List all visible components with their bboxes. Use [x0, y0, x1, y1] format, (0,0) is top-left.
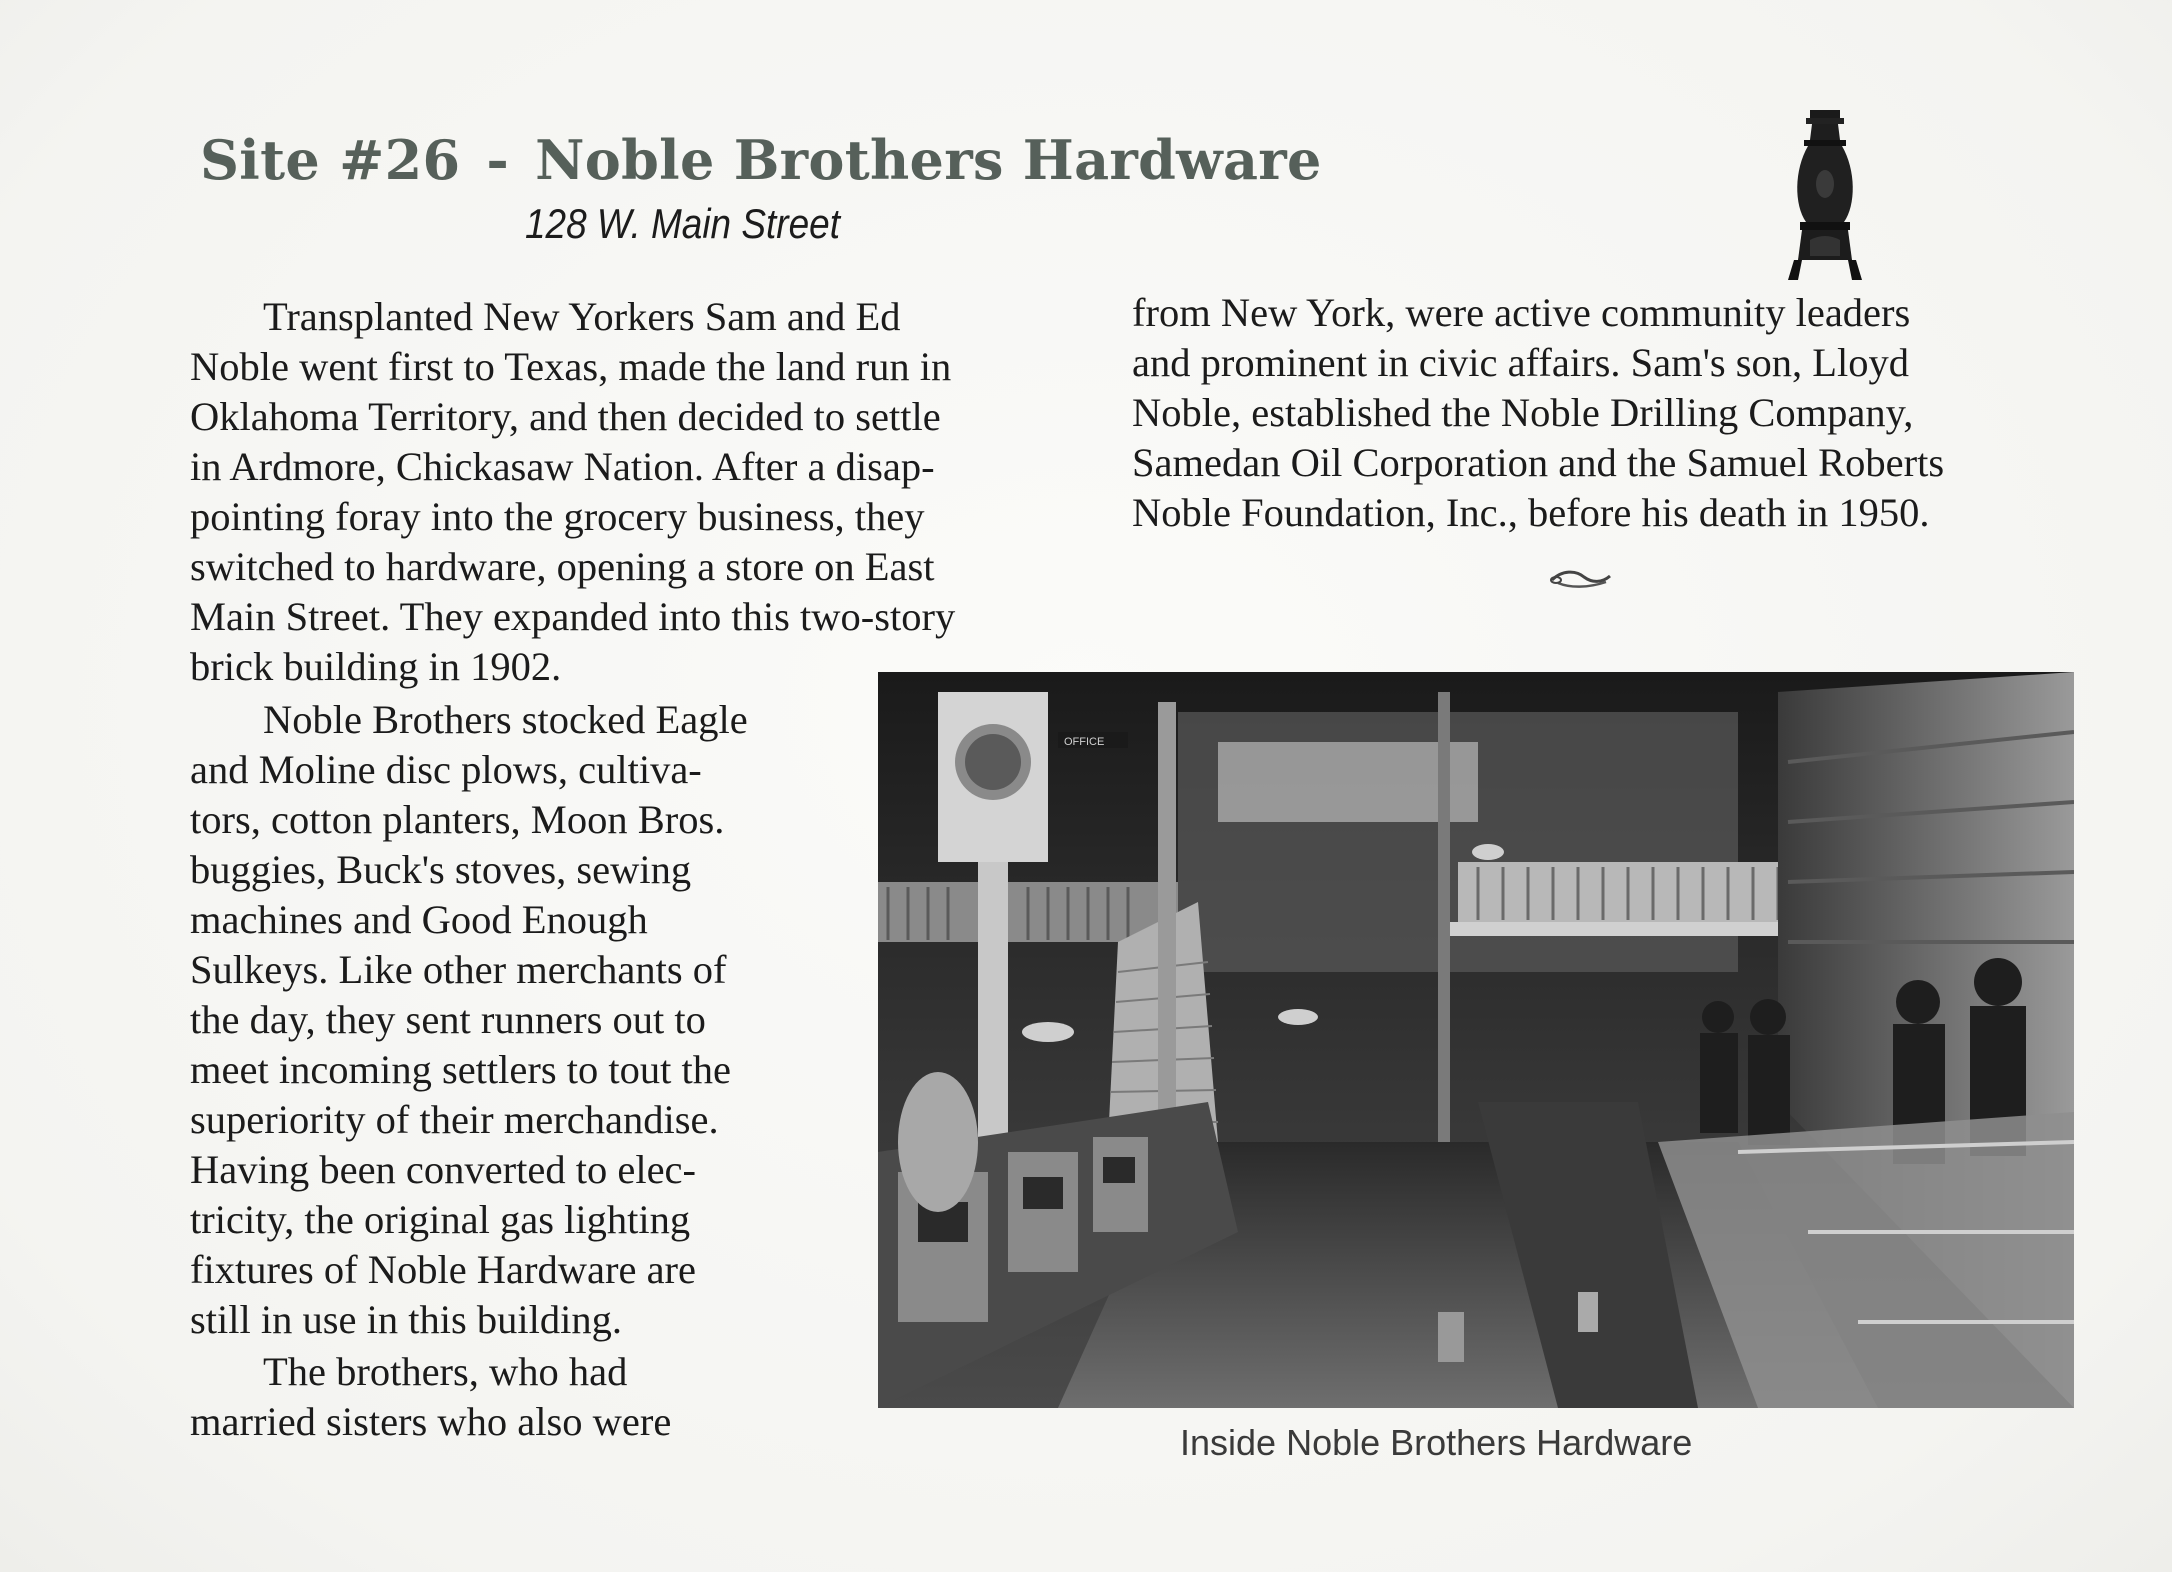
text-line: meet incoming settlers to tout the: [190, 1047, 732, 1092]
site-address: 128 W. Main Street: [525, 200, 840, 247]
text-line: Having been converted to elec-: [190, 1147, 697, 1192]
text-line: Transplanted New Yorkers Sam and Ed: [263, 294, 901, 339]
text-line: married sisters who also were: [190, 1399, 672, 1444]
office-sign-text: OFFICE: [1064, 736, 1105, 748]
text-line: and prominent in civic affairs. Sam's son, Lloyd: [1132, 340, 1910, 385]
left-paragraph-3: [190, 1347, 671, 1447]
site-number: Site #26: [200, 128, 461, 192]
text-line: buggies, Buck's stoves, sewing: [190, 847, 692, 892]
text-line: the day, they sent runners out to: [190, 997, 706, 1042]
site-name: Noble Brothers Hardware: [535, 128, 1322, 192]
text-line: from New York, were active community leaders: [1132, 290, 1911, 335]
text-line: fixtures of Noble Hardware are: [190, 1247, 697, 1292]
text-line: Oklahoma Territory, and then decided to settle: [190, 394, 941, 439]
stove-icon: [1780, 110, 1870, 280]
title-separator: -: [486, 128, 510, 192]
text-line: Main Street. They expanded into this two-story: [190, 594, 956, 639]
text-line: Noble went first to Texas, made the land run in: [190, 344, 952, 389]
text-line: Sulkeys. Like other merchants of: [190, 947, 727, 992]
text-line: switched to hardware, opening a store on East: [190, 544, 935, 589]
text-line: pointing foray into the grocery business, they: [190, 494, 925, 539]
text-line: tricity, the original gas lighting: [190, 1197, 691, 1242]
text-line: Noble, established the Noble Drilling Company,: [1132, 390, 1914, 435]
text-line: brick building in 1902.: [190, 644, 562, 689]
text-line: and Moline disc plows, cultiva-: [190, 747, 702, 792]
text-line: The brothers, who had: [263, 1349, 628, 1394]
text-line: Noble Brothers stocked Eagle: [263, 697, 748, 742]
left-paragraph-2: [190, 695, 748, 1345]
text-line: in Ardmore, Chickasaw Nation. After a disap-: [190, 444, 935, 489]
text-line: superiority of their merchandise.: [190, 1097, 719, 1142]
photo-caption: Inside Noble Brothers Hardware: [1180, 1422, 1693, 1463]
right-paragraph-1: [1132, 288, 1944, 538]
store-interior-photo: [878, 672, 2074, 1408]
page-title: [200, 128, 1322, 192]
ornament-flourish-icon: [1548, 568, 1614, 590]
text-line: Samedan Oil Corporation and the Samuel Roberts: [1132, 440, 1945, 485]
text-line: tors, cotton planters, Moon Bros.: [190, 797, 725, 842]
text-line: Noble Foundation, Inc., before his death in 1950.: [1132, 490, 1930, 535]
text-line: machines and Good Enough: [190, 897, 648, 942]
text-line: still in use in this building.: [190, 1297, 623, 1342]
left-paragraph-1: [190, 292, 955, 692]
